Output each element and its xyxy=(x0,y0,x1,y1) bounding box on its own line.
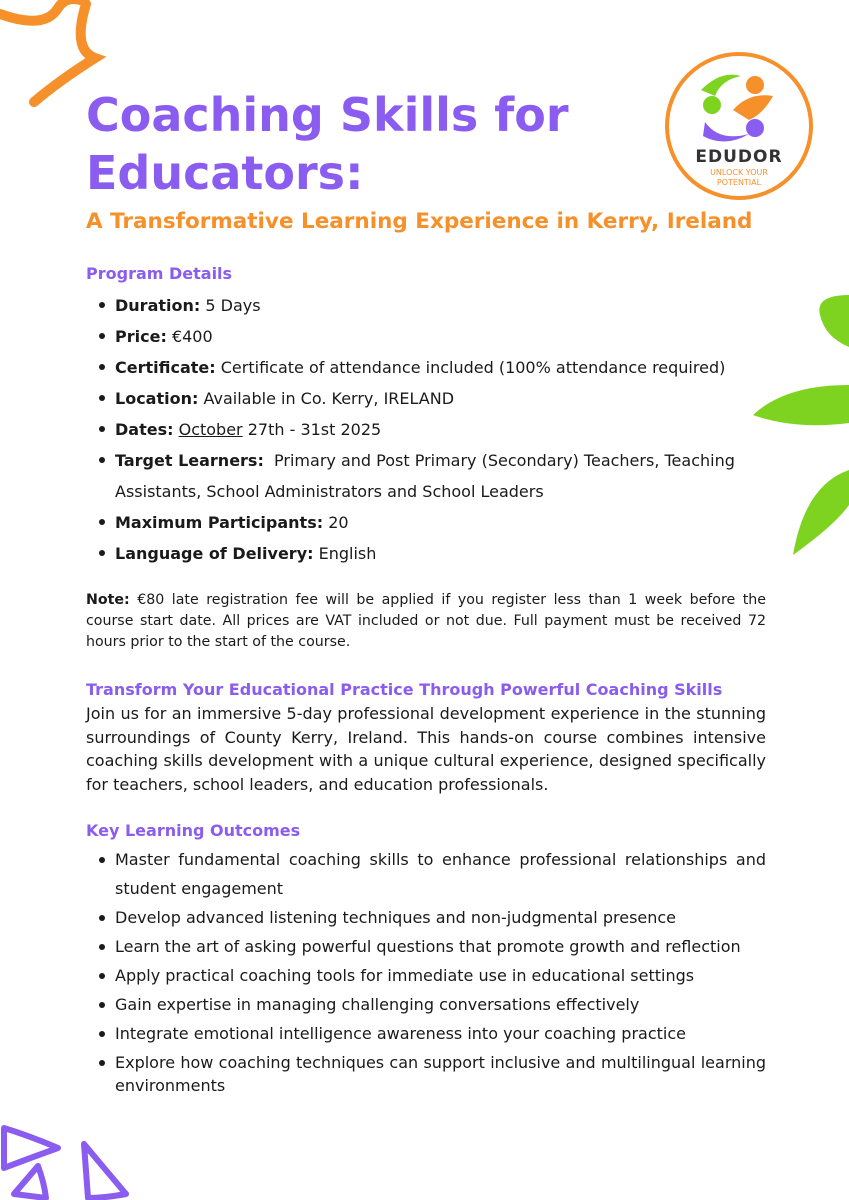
detail-language: Language of Delivery: English xyxy=(86,538,766,569)
program-details-list xyxy=(86,290,766,569)
logo-tagline-line-1: UNLOCK YOUR xyxy=(710,168,768,177)
outcomes-heading: Key Learning Outcomes xyxy=(86,821,301,840)
transform-heading: Transform Your Educational Practice Through Powerful Coaching Skills xyxy=(86,680,723,699)
detail-certificate: Certificate: Certificate of attendance included (100% attendance required) xyxy=(86,352,766,383)
outcome-item: Master fundamental coaching skills to enhance professional relationships and student engagement xyxy=(86,845,766,903)
outcome-item: Gain expertise in managing challenging conversations effectively xyxy=(86,990,766,1019)
transform-paragraph: Join us for an immersive 5-day professional development experience in the stunning surroundings of County Kerry, Ireland. This hands-on course combines intensive coaching skills development with a unique cultural experience, designed specifically for teachers, school leaders, and education professionals. xyxy=(86,704,766,794)
detail-max-participants: Maximum Participants: 20 xyxy=(86,507,766,538)
detail-price: Price: €400 xyxy=(86,321,766,352)
program-details-heading: Program Details xyxy=(86,264,233,283)
outcomes-list xyxy=(86,845,766,1097)
detail-target-learners: Target Learners: Primary and Post Primary (Secondary) Teachers, Teaching Assistants, School Administrators and School Leaders xyxy=(86,445,766,507)
detail-location: Location: Available in Co. Kerry, IRELAND xyxy=(86,383,766,414)
outcome-item: Integrate emotional intelligence awareness into your coaching practice xyxy=(86,1019,766,1048)
outcome-item: Learn the art of asking powerful questions that promote growth and reflection xyxy=(86,932,766,961)
detail-duration: Duration: 5 Days xyxy=(86,290,766,321)
edudor-logo xyxy=(663,50,815,202)
outcome-item: Apply practical coaching tools for immediate use in educational settings xyxy=(86,961,766,990)
logo-tagline-line-2: POTENTIAL xyxy=(716,178,762,187)
outcome-item: Develop advanced listening techniques and non-judgmental presence xyxy=(86,903,766,932)
purple-petals-decoration xyxy=(0,1118,140,1200)
logo-brand: EDUDOR xyxy=(695,147,783,167)
program-details-section xyxy=(86,264,766,569)
registration-note: Note: €80 late registration fee will be applied if you register less than 1 week before the course start date. All prices are VAT included or not due. Full payment must be received 72 hours prior to the start of the course. xyxy=(86,592,766,650)
detail-dates: Dates: October 27th - 31st 2025 xyxy=(86,414,766,445)
outcome-item: Explore how coaching techniques can support inclusive and multilingual learning environments xyxy=(86,1051,766,1097)
page-subtitle: A Transformative Learning Experience in Kerry, Ireland xyxy=(86,209,753,234)
page-title: Coaching Skills for Educators: xyxy=(86,88,569,200)
